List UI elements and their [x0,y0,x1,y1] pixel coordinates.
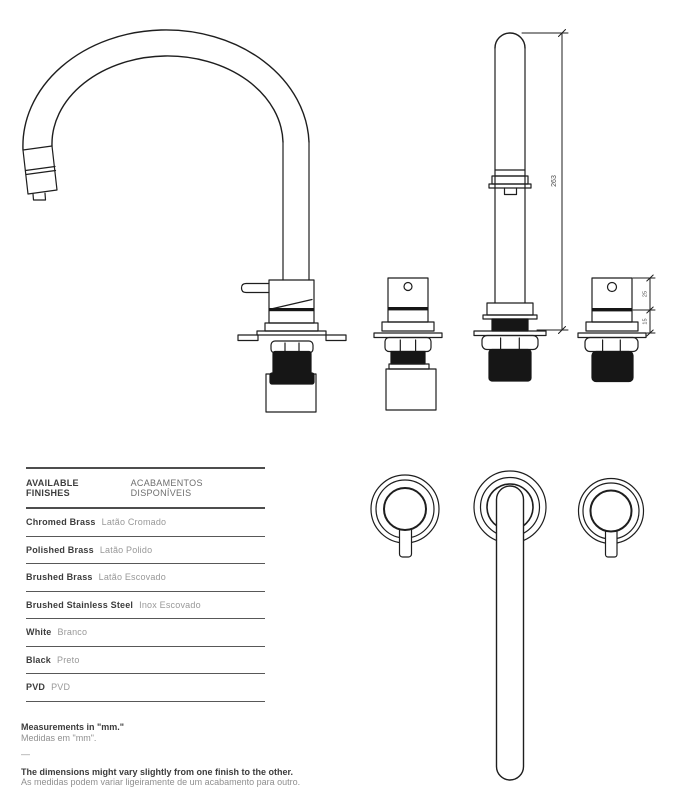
handle-dimensioned-view-drawing [578,275,655,382]
handle-upper-dim-label: 25 [642,290,649,298]
variance-note-pt: As medidas podem variar ligeiramente de um acabamento para outro. [21,777,301,787]
finish-row-black [26,647,265,675]
finish-name-en: Brushed Brass [26,572,93,583]
finish-name-pt: Preto [57,654,80,665]
finish-row-brushed-stainless-steel [26,592,265,620]
spout-side-view-drawing [23,30,346,412]
handle-top-view-left-drawing [371,475,439,557]
footnotes [21,722,351,788]
notes-separator: — [21,749,30,759]
variance-note-en: The dimensions might vary slightly from one finish to the other. [21,766,294,777]
finish-row-pvd [26,674,265,702]
handle-lower-dim-label: 15 [642,318,649,325]
finish-name-en: PVD [26,682,46,693]
finish-row-chromed-brass [26,509,265,537]
finishes-header-pt: ACABAMENTOS DISPONÍVEIS [130,478,203,498]
finish-name-en: Black [26,654,52,665]
finish-name-en: Brushed Stainless Steel [26,599,134,610]
spout-height-dimension [522,30,568,334]
measurements-note-pt: Medidas em "mm". [21,732,97,743]
finish-name-pt: Branco [57,627,88,638]
finish-row-polished-brass [26,537,265,565]
finishes-header-en: AVAILABLE FINISHES [26,478,79,498]
spout-height-label: 263 [551,175,558,187]
finish-row-white [26,619,265,647]
finish-name-pt: PVD [51,682,71,693]
spout-top-view-drawing [474,471,546,780]
finishes-table [26,467,265,702]
finishes-table-header [26,467,265,509]
finish-name-en: Polished Brass [26,544,94,555]
finish-name-pt: Latão Cromado [101,517,167,528]
finish-name-pt: Inox Escovado [139,599,201,610]
finish-name-en: Chromed Brass [26,517,96,528]
finish-name-pt: Latão Polido [99,544,153,555]
finish-row-brushed-brass [26,564,265,592]
handle-top-view-right-drawing [579,479,644,558]
handle-front-view-drawing [374,278,442,410]
finish-name-pt: Latão Escovado [98,572,166,583]
handle-dimensions [633,275,655,336]
measurements-note-en: Measurements in "mm." [21,722,125,732]
spout-front-view-drawing [474,30,568,382]
finish-name-en: White [26,627,52,638]
